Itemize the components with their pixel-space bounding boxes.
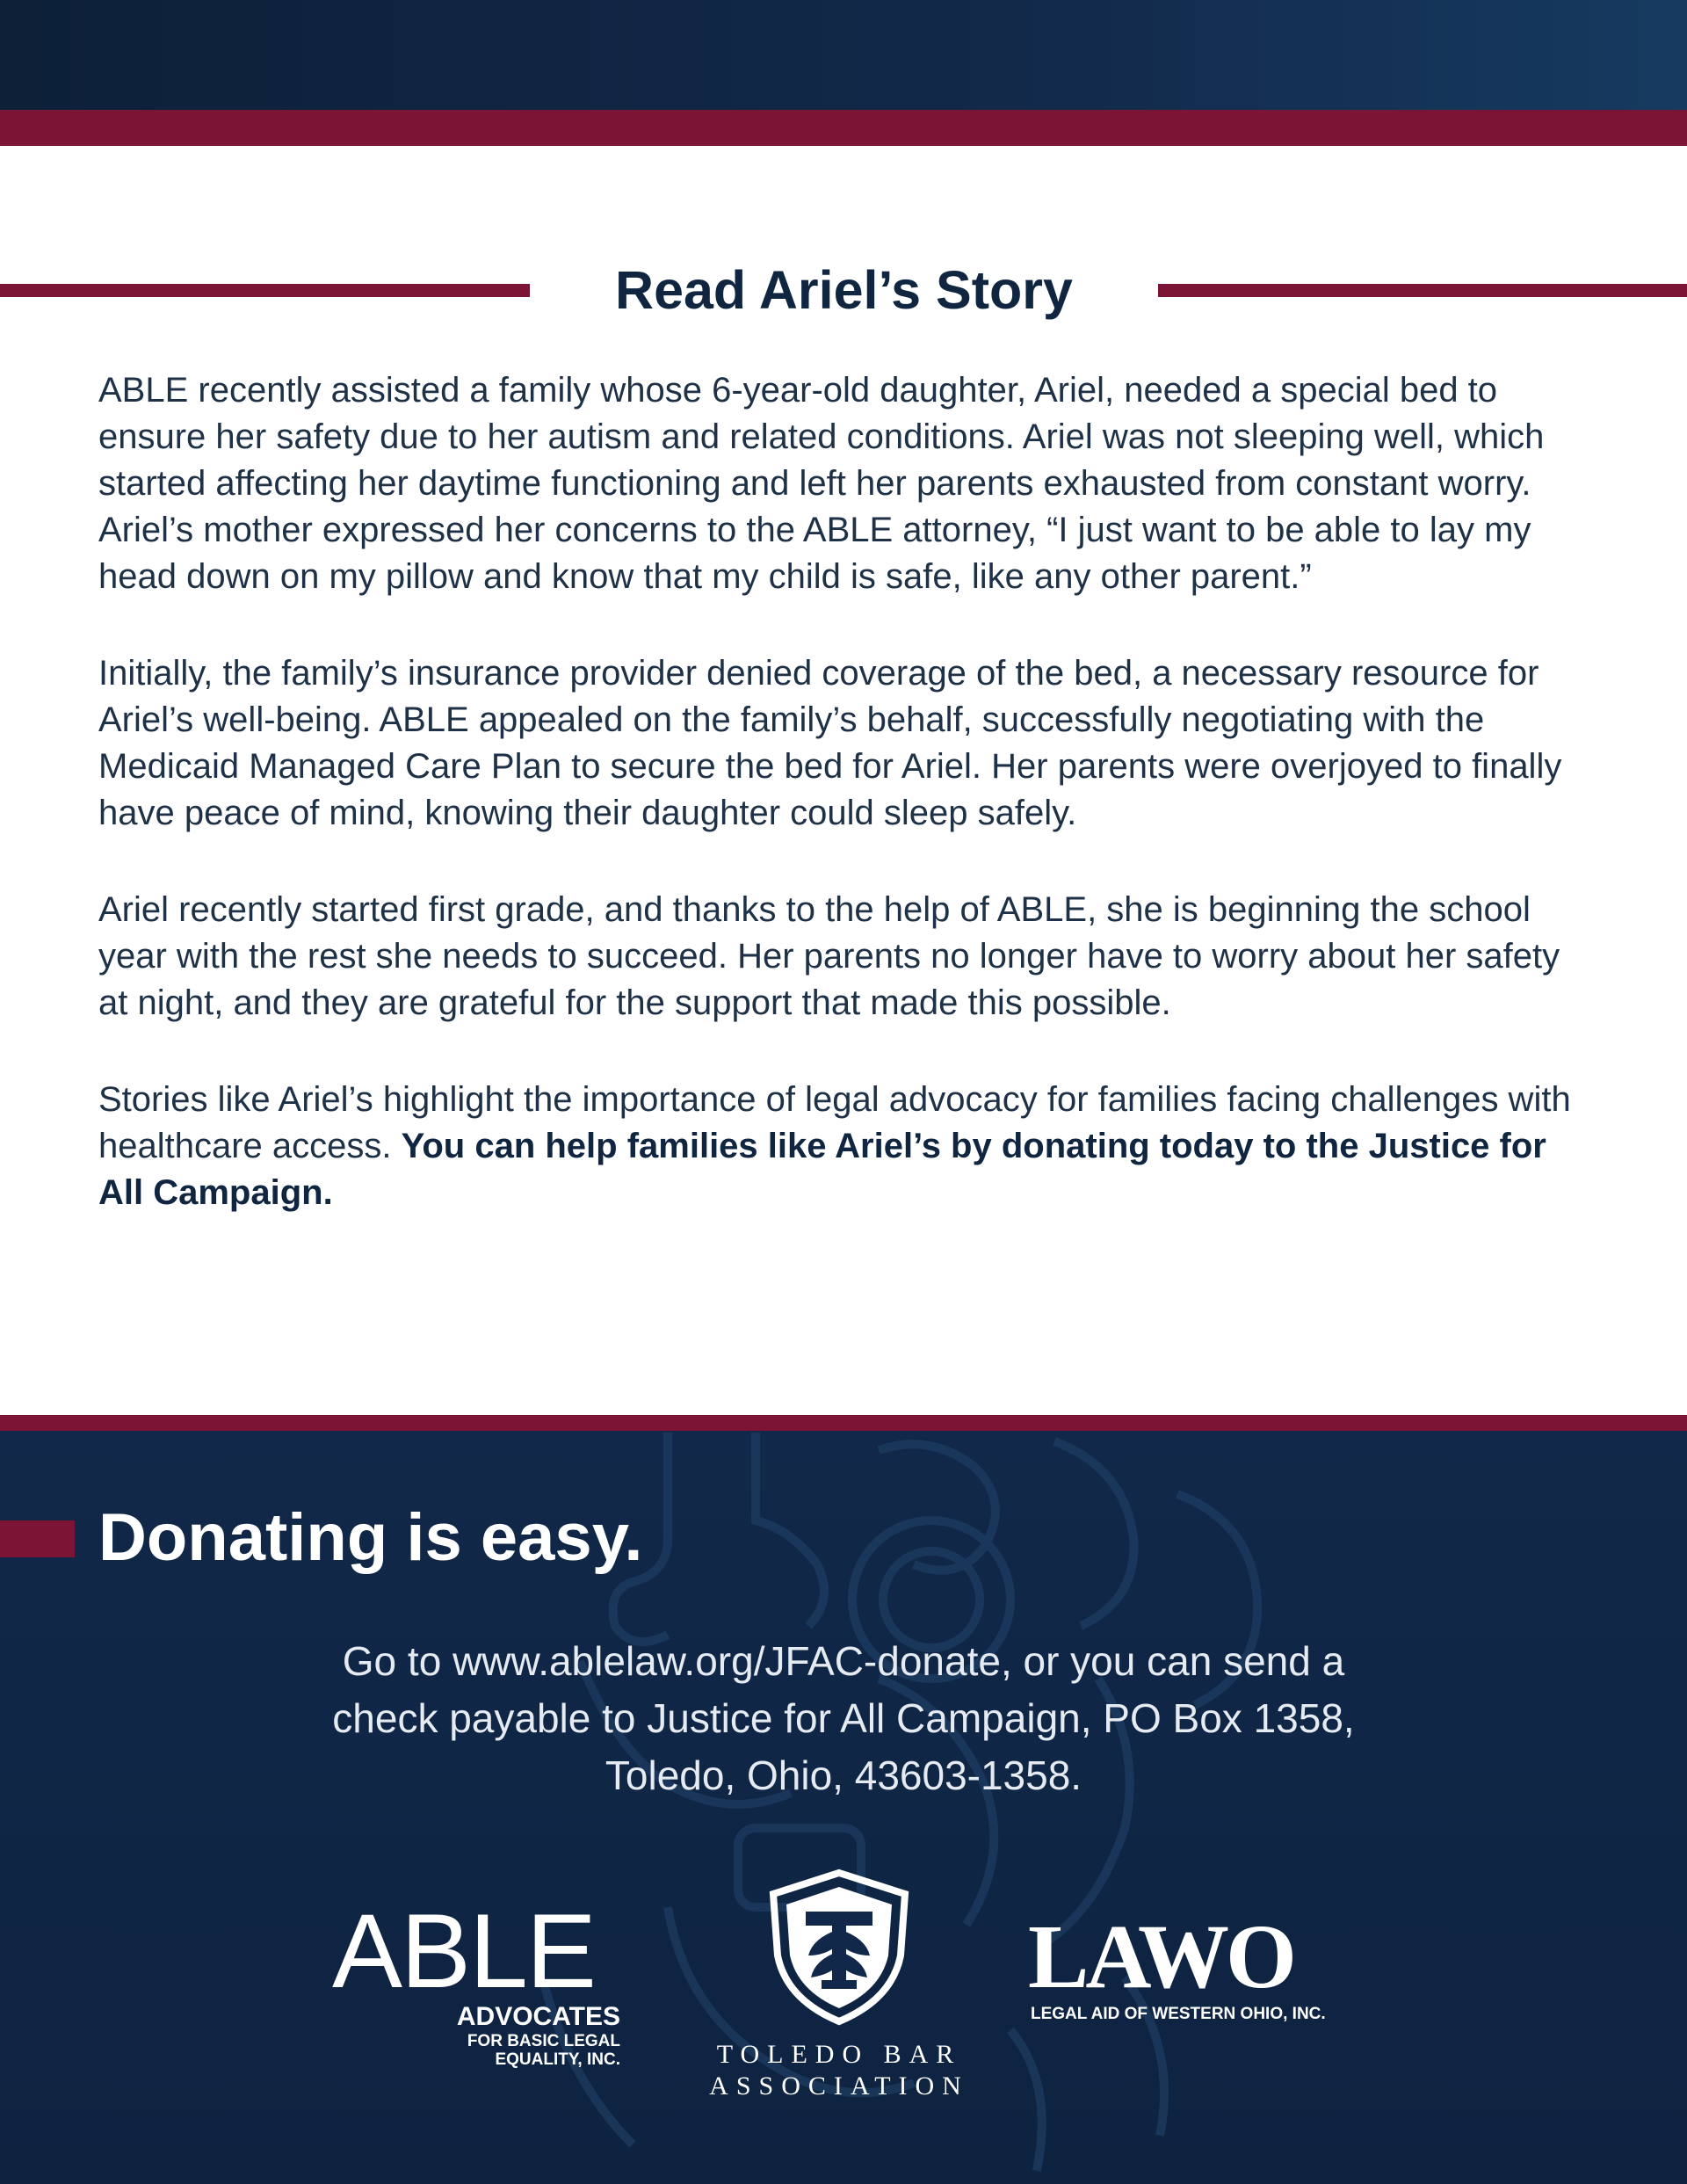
toledo-bar-association-logo <box>694 1868 984 2105</box>
donate-instructions-line-3: Toledo, Ohio, 43603-1358. <box>605 1752 1082 1798</box>
donate-title: Donating is easy. <box>98 1500 643 1575</box>
able-logo <box>332 1892 631 2069</box>
header-band <box>0 0 1687 110</box>
lawo-logo-mark: LAWO <box>1028 1906 1293 2007</box>
donation-call-to-action: You can help families like Ariel’s by donating today to the Justice for All Campaign. <box>98 1127 1546 1212</box>
donate-instructions <box>141 1633 1546 1804</box>
toledo-bar-association-line-2: ASSOCIATION <box>709 2072 969 2101</box>
story-title: Read Ariel’s Story <box>615 260 1073 320</box>
able-logo-mark: ABLE <box>332 1892 595 2010</box>
story-paragraph-3: Ariel recently started first grade, and thanks to the help of ABLE, she is beginning the school year with the rest she needs to succeed. Her parents no longer have to worry about her safety at night, and they are grateful for the support that made this possible. <box>98 890 1560 1022</box>
title-rule-left <box>0 284 530 297</box>
able-logo-subtitle-line-2: EQUALITY, INC. <box>495 2050 620 2069</box>
toledo-bar-association-name <box>694 2039 984 2102</box>
story-paragraph-4 <box>98 1077 1592 1216</box>
donate-section <box>0 1415 1687 2184</box>
title-rule-right <box>1158 284 1687 297</box>
shield-icon <box>760 1868 918 2026</box>
story-paragraph-2: Initially, the family’s insurance provider denied coverage of the bed, a necessary resource for Ariel’s well-being. ABLE appealed on the family’s behalf, successfully negotiating with the Medicaid Managed Care Plan to secure the bed for Ariel. Her parents were overjoyed to finally have peace of mind, knowing their daughter could sleep safely. <box>98 654 1562 832</box>
donate-instructions-line-2: check payable to Justice for All Campaign, PO Box 1358, <box>332 1695 1355 1741</box>
donate-instructions-line-1: Go to www.ablelaw.org/JFAC-donate, or you can send a <box>342 1638 1345 1684</box>
able-logo-advocates: ADVOCATES <box>456 2002 620 2031</box>
able-logo-subtitle <box>392 2032 620 2069</box>
toledo-bar-association-line-1: TOLEDO BAR <box>716 2040 962 2069</box>
story-paragraph-1: ABLE recently assisted a family whose 6-year-old daughter, Ariel, needed a special bed to ensure her safety due to her autism and related conditions. Ariel was not sleeping well, which started affecting her daytime functioning and left her parents exhausted from constant worry. Ariel’s mother expressed her concerns to the ABLE attorney, “I just want to be able to lay my head down on my pillow and know that my child is safe, like any other parent.” <box>98 371 1545 596</box>
header-stripe <box>0 110 1687 146</box>
lawo-logo <box>1028 1906 1353 2023</box>
story-body <box>98 367 1592 1266</box>
able-logo-subtitle-line-1: FOR BASIC LEGAL <box>467 2032 620 2050</box>
story-paragraph-4-text: Stories like Ariel’s highlight the importance of legal advocacy for families facing challenges with healthcare access. <box>98 1080 1571 1165</box>
lawo-logo-subtitle: LEGAL AID OF WESTERN OHIO, INC. <box>1031 2005 1326 2023</box>
donate-title-rule <box>0 1520 75 1557</box>
